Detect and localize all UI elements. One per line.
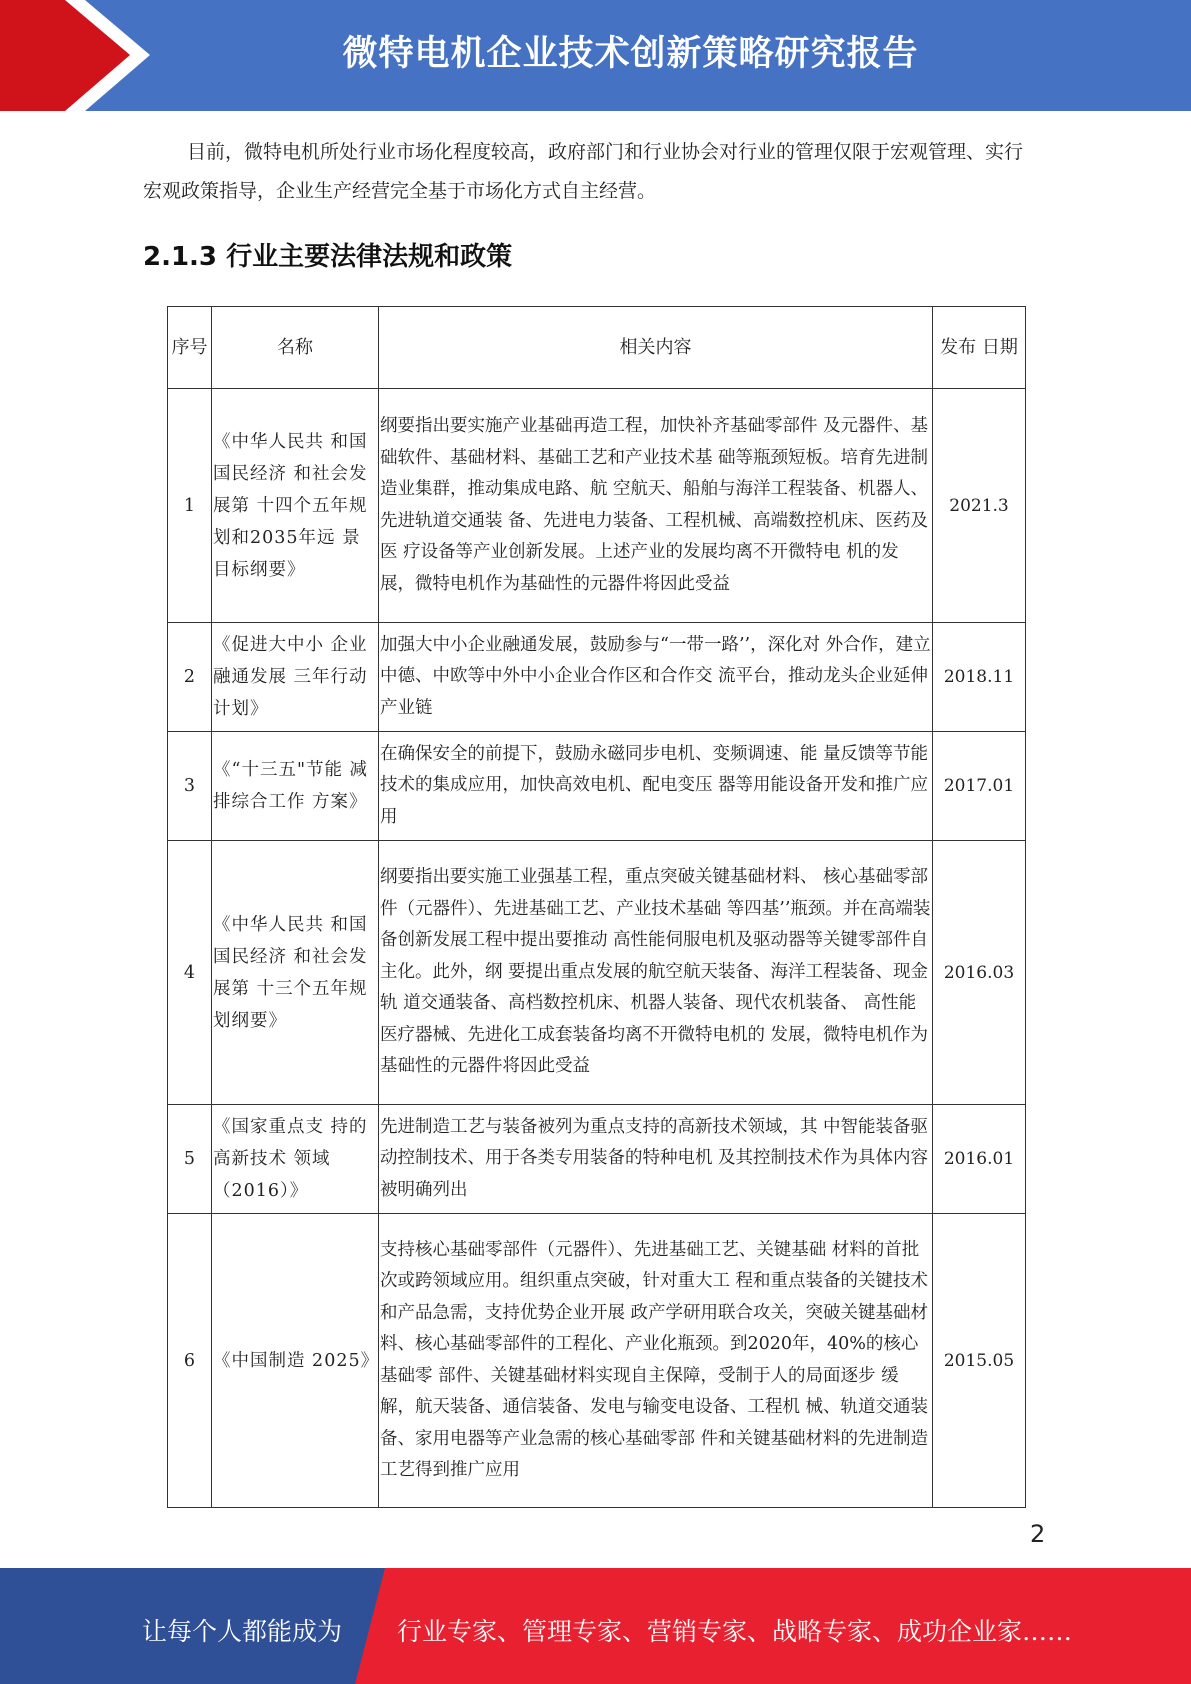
table-row	[168, 623, 1026, 732]
row-name: 《中国制造 2025》	[212, 1214, 379, 1508]
policy-table	[167, 306, 1026, 1508]
row-date: 2015.05	[933, 1214, 1026, 1508]
document-title: 微特电机企业技术创新策略研究报告	[342, 34, 919, 74]
row-index: 6	[168, 1214, 212, 1508]
section-heading: 2.1.3 行业主要法律法规和政策	[143, 242, 513, 272]
row-content: 先进制造工艺与装备被列为重点支持的高新技术领域，其 中智能装备驱动控制技术、用于各类专用装备的特种电机 及其控制技术作为具体内容被明确列出	[379, 1105, 933, 1214]
table-row	[168, 841, 1026, 1105]
row-content: 在确保安全的前提下，鼓励永磁同步电机、变频调速、能 量反馈等节能技术的集成应用，加快高效电机、配电变压 器等用能设备开发和推广应用	[379, 732, 933, 841]
header-banner	[0, 0, 1191, 111]
header-date: 发布 日期	[933, 307, 1026, 389]
table-row	[168, 1105, 1026, 1214]
row-index: 5	[168, 1105, 212, 1214]
row-index: 3	[168, 732, 212, 841]
row-name: 《中华人民共 和国国民经济 和社会发展第 十三个五年规 划纲要》	[212, 841, 379, 1105]
row-name: 《国家重点支 持的高新技术 领域（2016）》	[212, 1105, 379, 1214]
row-date: 2017.01	[933, 732, 1026, 841]
table-row	[168, 389, 1026, 623]
header-index: 序号	[168, 307, 212, 389]
row-date: 2016.01	[933, 1105, 1026, 1214]
table-header-row	[168, 307, 1026, 389]
row-content: 支持核心基础零部件（元器件）、先进基础工艺、关键基础 材料的首批次或跨领域应用。组织重点突破，针对重大工 程和重点装备的关键技术和产品急需，支持优势企业开展 政产学研用联合攻关，突破关键基础材料、核心基础零部件的工程化、产业化瓶颈。到2020年，40%的核心基础零 部件、关键基础材料实现自主保障，受制于人的局面逐步 缓解，航天装备、通信装备、发电与输变电设备、工程机 械、轨道交通装备、家用电器等产业急需的核心基础零部 件和关键基础材料的先进制造工艺得到推广应用	[379, 1214, 933, 1508]
footer-slogan-left: 让每个人都能成为	[142, 1617, 343, 1646]
header-content: 相关内容	[379, 307, 933, 389]
page-number: 2	[1030, 1520, 1046, 1548]
footer-banner	[0, 1568, 1191, 1684]
header-name: 名称	[212, 307, 379, 389]
row-name: 《促进大中小 企业融通发展 三年行动计划》	[212, 623, 379, 732]
row-date: 2018.11	[933, 623, 1026, 732]
table-row	[168, 732, 1026, 841]
intro-paragraph: 目前，微特电机所处行业市场化程度较高，政府部门和行业协会对行业的管理仅限于宏观管理、实行宏观政策指导，企业生产经营完全基于市场化方式自主经营。	[143, 141, 1024, 202]
footer-slogan-right: 行业专家、管理专家、营销专家、战略专家、成功企业家……	[397, 1617, 1073, 1646]
row-index: 2	[168, 623, 212, 732]
row-content: 加强大中小企业融通发展，鼓励参与“一带一路’’，深化对 外合作，建立中德、中欧等中外中小企业合作区和合作交 流平台，推动龙头企业延伸产业链	[379, 623, 933, 732]
row-content: 纲要指出要实施产业基础再造工程，加快补齐基础零部件 及元器件、基础软件、基础材料、基础工艺和产业技术基 础等瓶颈短板。培育先进制造业集群，推动集成电路、航 空航天、船舶与海洋工程装备、机器人、先进轨道交通装 备、先进电力装备、工程机械、高端数控机床、医药及医 疗设备等产业创新发展。上述产业的发展均离不开微特电 机的发展，微特电机作为基础性的元器件将因此受益	[379, 389, 933, 623]
row-name: 《中华人民共 和国国民经济 和社会发展第 十四个五年规 划和2035年远 景目标纲要》	[212, 389, 379, 623]
row-date: 2021.3	[933, 389, 1026, 623]
row-index: 4	[168, 841, 212, 1105]
row-name: 《“十三五"节能 减排综合工作 方案》	[212, 732, 379, 841]
row-date: 2016.03	[933, 841, 1026, 1105]
row-content: 纲要指出要实施工业强基工程，重点突破关键基础材料、 核心基础零部件（元器件）、先进基础工艺、产业技术基础 等四基’’瓶颈。并在高端装备创新发展工程中提出要推动 高性能伺服电机及驱动器等关键零部件自主化。此外，纲 要提出重点发展的航空航天装备、海洋工程装备、现金轨 道交通装备、高档数控机床、机器人装备、现代农机装备、 高性能医疗器械、先进化工成套装备均离不开微特电机的 发展，微特电机作为基础性的元器件将因此受益	[379, 841, 933, 1105]
table-row	[168, 1214, 1026, 1508]
row-index: 1	[168, 389, 212, 623]
